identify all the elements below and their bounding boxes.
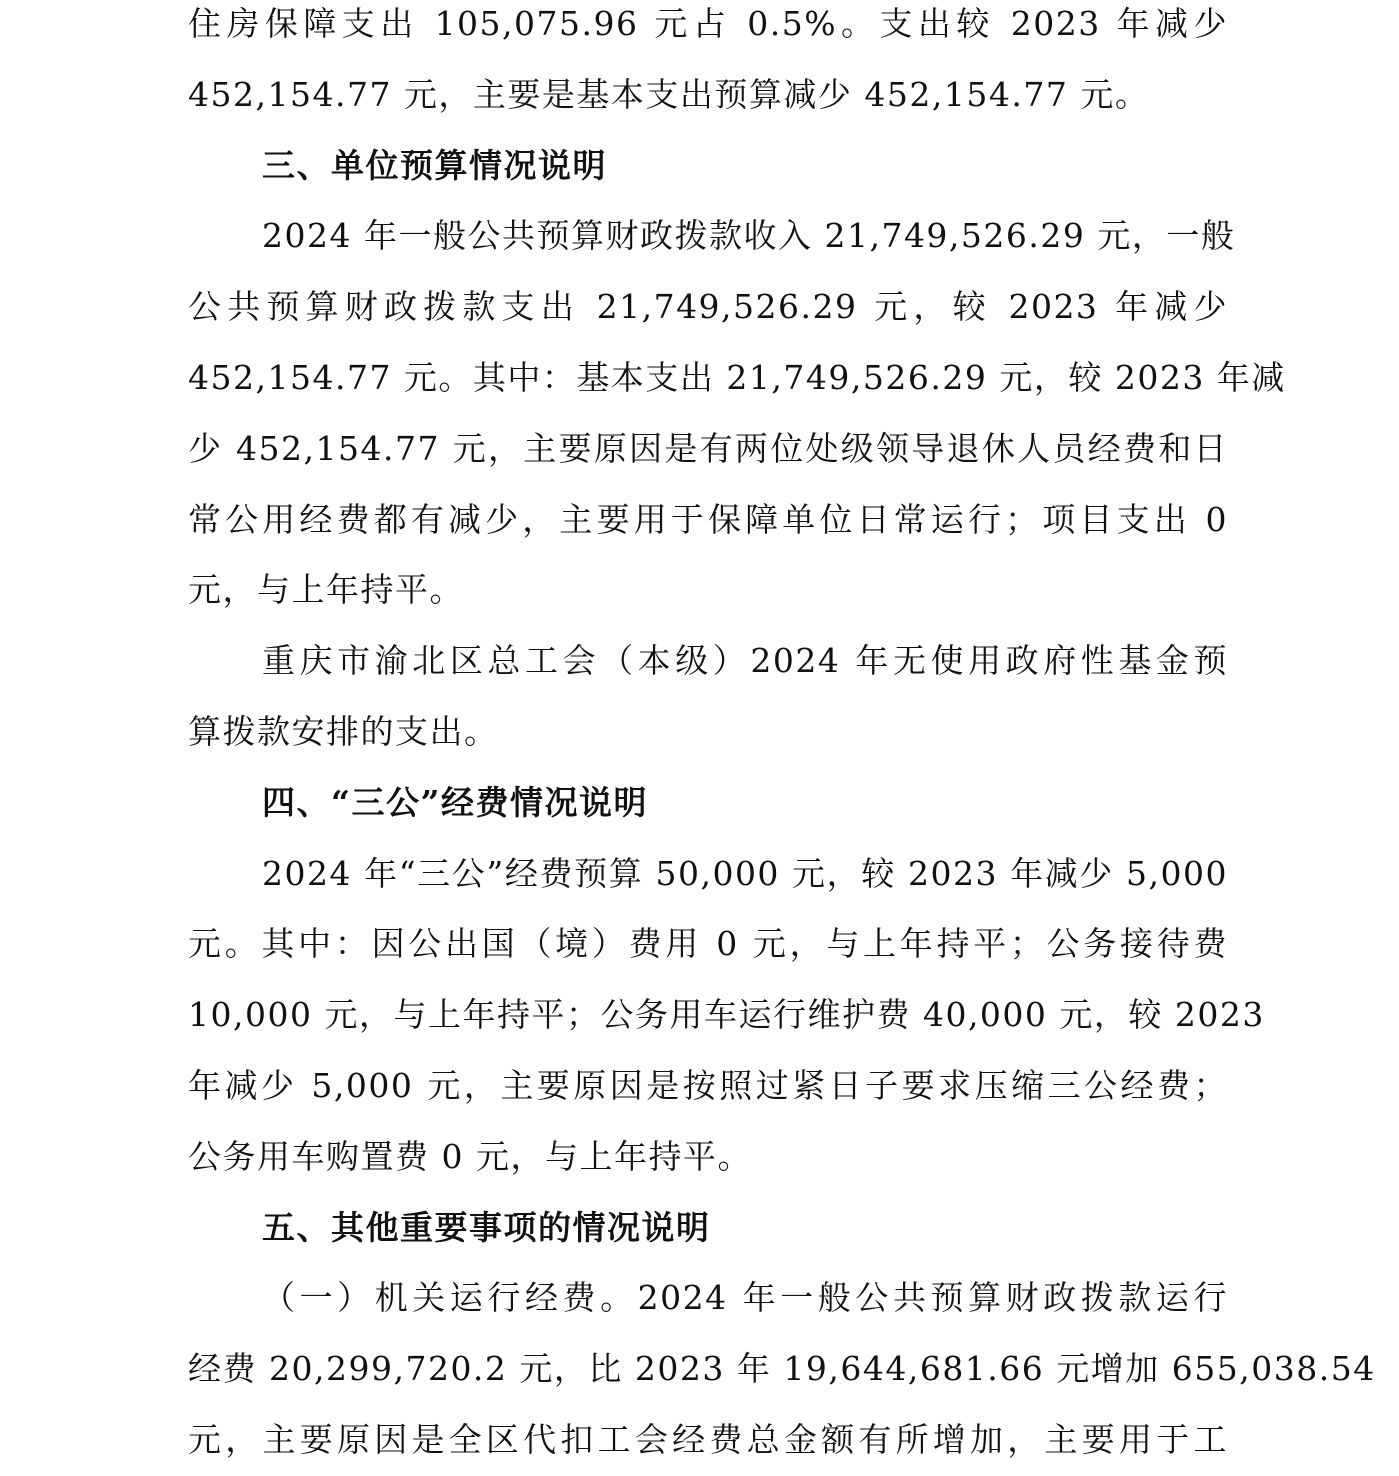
paragraph-line: 经费 20,299,720.2 元，比 2023 年 19,644,681.66 元增加 655,038.54 bbox=[188, 1349, 1376, 1389]
paragraph-line: 元，与上年持平。 bbox=[188, 570, 464, 610]
section4-paragraph-1 bbox=[188, 839, 1265, 1193]
section5-paragraph-1 bbox=[188, 1263, 1376, 1475]
section-heading-3: 三、单位预算情况说明 bbox=[262, 145, 607, 185]
paragraph-line: 2024 年一般公共预算财政拨款收入 21,749,526.29 元，一般 bbox=[262, 216, 1236, 256]
paragraph-line: 452,154.77 元，主要是基本支出预算减少 452,154.77 元。 bbox=[188, 74, 1150, 114]
paragraph-line: 年减少 5,000 元，主要原因是按照过紧日子要求压缩三公经费； bbox=[188, 1065, 1228, 1105]
paragraph-line: （一）机关运行经费。2024 年一般公共预算财政拨款运行 bbox=[262, 1278, 1228, 1318]
paragraph-line: 2024 年“三公”经费预算 50,000 元，较 2023 年减少 5,000 bbox=[262, 853, 1228, 893]
paragraph-line: 元。其中：因公出国（境）费用 0 元，与上年持平；公务接待费 bbox=[188, 924, 1228, 964]
paragraph-line: 元，主要原因是全区代扣工会经费总金额有所增加，主要用于工 bbox=[188, 1419, 1228, 1459]
paragraph-line: 452,154.77 元。其中：基本支出 21,749,526.29 元，较 2023 年减 bbox=[188, 357, 1286, 397]
paragraph-line: 少 452,154.77 元，主要原因是有两位处级领导退休人员经费和日 bbox=[188, 428, 1228, 468]
paragraph-line: 10,000 元，与上年持平；公务用车运行维护费 40,000 元，较 2023 bbox=[188, 995, 1265, 1035]
paragraph-line: 算拨款安排的支出。 bbox=[188, 711, 499, 751]
paragraph-line: 常公用经费都有减少，主要用于保障单位日常运行；项目支出 0 bbox=[188, 499, 1228, 539]
paragraph-line: 住房保障支出 105,075.96 元占 0.5%。支出较 2023 年减少 bbox=[188, 4, 1228, 43]
section3-paragraph-2 bbox=[188, 626, 1228, 768]
paragraph-line: 公共预算财政拨款支出 21,749,526.29 元，较 2023 年减少 bbox=[188, 287, 1228, 327]
intro-paragraph bbox=[188, 0, 1228, 131]
paragraph-line: 重庆市渝北区总工会（本级）2024 年无使用政府性基金预 bbox=[262, 641, 1228, 681]
paragraph-line: 公务用车购置费 0 元，与上年持平。 bbox=[188, 1136, 752, 1176]
document-page bbox=[188, 0, 1376, 1459]
section-heading-4: 四、“三公”经费情况说明 bbox=[262, 782, 648, 822]
section-heading-5: 五、其他重要事项的情况说明 bbox=[262, 1207, 711, 1247]
section3-paragraph-1 bbox=[188, 201, 1286, 626]
